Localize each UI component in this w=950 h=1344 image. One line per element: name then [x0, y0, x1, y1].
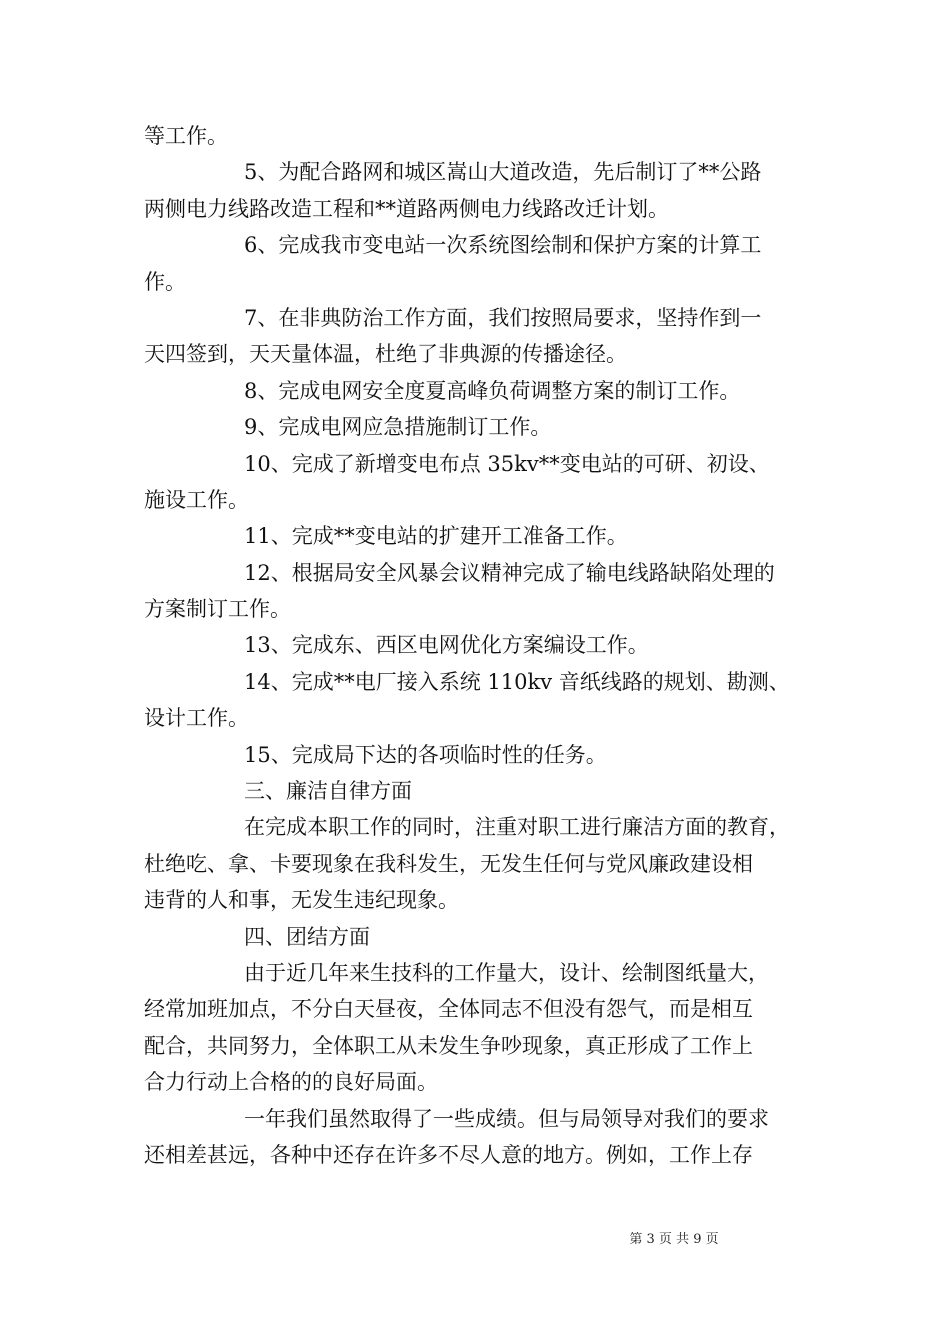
page-footer	[0, 1228, 950, 1247]
text-line: 天四签到，天天量体温，杜绝了非典源的传播途径。	[144, 342, 627, 367]
text-line: 合力行动上合格的的良好局面。	[144, 1070, 438, 1095]
text-line: 违背的人和事，无发生违纪现象。	[144, 888, 459, 913]
text-line: 三、廉洁自律方面	[244, 779, 412, 804]
text-line: 配合，共同努力，全体职工从未发生争吵现象，真正形成了工作上	[144, 1033, 753, 1058]
page-number: 第 3 页 共 9 页	[629, 1232, 719, 1247]
text-line: 13、完成东、西区电网优化方案编设工作。	[244, 633, 649, 658]
text-line: 作。	[144, 269, 186, 294]
text-line: 7、在非典防治工作方面，我们按照局要求，坚持作到一	[244, 305, 762, 330]
text-line: 方案制订工作。	[144, 597, 291, 622]
body-text	[144, 118, 810, 1173]
text-line: 施设工作。	[144, 487, 249, 512]
text-line: 10、完成了新增变电布点 35kv**变电站的可研、初设、	[244, 451, 770, 476]
text-line: 8、完成电网安全度夏高峰负荷调整方案的制订工作。	[244, 378, 741, 403]
text-line: 杜绝吃、拿、卡要现象在我科发生，无发生任何与党风廉政建设相	[144, 851, 753, 876]
text-line: 四、团结方面	[244, 924, 370, 949]
text-line: 一年我们虽然取得了一些成绩。但与局领导对我们的要求	[244, 1106, 769, 1131]
text-line: 两侧电力线路改造工程和**道路两侧电力线路改迁计划。	[144, 196, 669, 221]
text-line: 14、完成**电厂接入系统 110kv 音纸线路的规划、勘测、	[244, 669, 790, 694]
text-line: 在完成本职工作的同时，注重对职工进行廉洁方面的教育，	[244, 815, 790, 840]
text-line: 5、为配合路网和城区嵩山大道改造，先后制订了**公路	[244, 160, 762, 185]
text-line: 12、根据局安全风暴会议精神完成了输电线路缺陷处理的	[244, 560, 775, 585]
text-line: 15、完成局下达的各项临时性的任务。	[244, 742, 607, 767]
text-line: 9、完成电网应急措施制订工作。	[244, 415, 552, 440]
text-line: 由于近几年来生技科的工作量大，设计、绘制图纸量大，	[244, 960, 769, 985]
text-line: 还相差甚远，各种中还存在许多不尽人意的地方。例如，工作上存	[144, 1142, 753, 1167]
text-line: 等工作。	[144, 124, 228, 148]
text-line: 11、完成**变电站的扩建开工准备工作。	[244, 524, 628, 549]
text-line: 设计工作。	[144, 706, 249, 731]
text-line: 经常加班加点，不分白天昼夜，全体同志不但没有怨气，而是相互	[144, 997, 753, 1022]
text-line: 6、完成我市变电站一次系统图绘制和保护方案的计算工	[244, 233, 762, 258]
